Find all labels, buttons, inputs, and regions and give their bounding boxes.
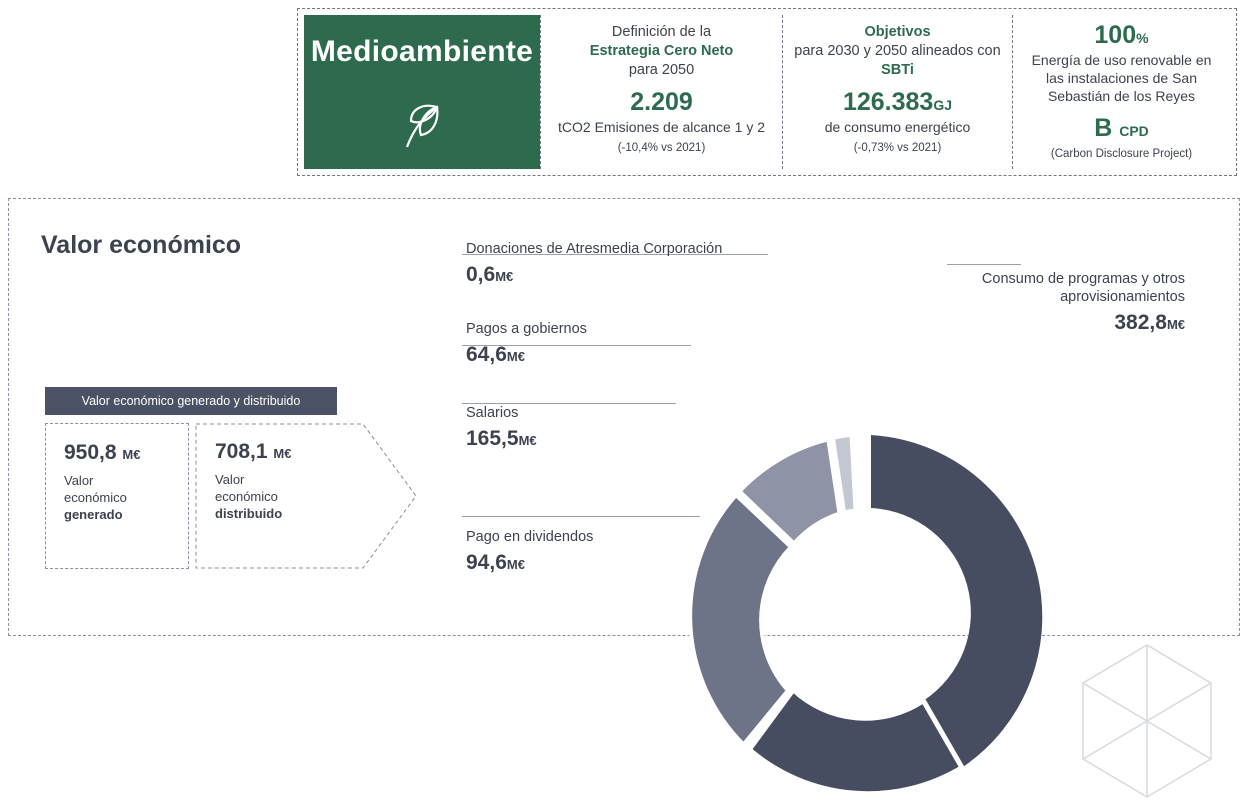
section-title: Valor económico — [41, 231, 242, 259]
chart-label-salarios — [466, 404, 681, 452]
leader-line-consumo — [947, 264, 1021, 265]
chart-label-consumo-text: Consumo de programas y otros aprovisionamientos — [981, 271, 1185, 306]
chart-value-gobiernos — [466, 342, 696, 368]
distributed-amount-unit: M€ — [273, 446, 292, 461]
renewable-number: 100 — [1094, 21, 1137, 49]
strategy-lead-line1: Definición de la — [611, 24, 712, 40]
emissions-delta: (-10,4% vs 2021) — [617, 141, 706, 154]
chart-value-dividendos-number: 94,6 — [466, 551, 507, 575]
strategy-lead-line3: para 2050 — [628, 62, 695, 79]
environment-title-card — [304, 15, 540, 169]
chart-value-donaciones-number: 0,6 — [466, 263, 496, 287]
chart-label-donaciones — [466, 240, 756, 288]
cdp-unit: CPD — [1119, 122, 1149, 139]
objectives-lead — [794, 23, 1000, 80]
emissions-caption: tCO2 Emisiones de alcance 1 y 2 — [558, 119, 765, 136]
generated-caption-line1: Valor — [64, 473, 94, 488]
generated-caption-strong: generado — [64, 506, 123, 522]
chart-label-dividendos — [466, 528, 706, 576]
environment-column-renewable — [1012, 15, 1230, 169]
environment-column-strategy — [540, 15, 782, 169]
chart-label-consumo — [960, 270, 1185, 337]
distributed-amount-value: 708,1 — [215, 440, 268, 463]
energy-unit: GJ — [933, 97, 953, 114]
distributed-amount — [215, 441, 291, 462]
cube-outline-icon — [1077, 641, 1217, 801]
chart-label-gobiernos-text: Pagos a gobiernos — [466, 321, 587, 337]
generated-amount-value: 950,8 — [64, 441, 117, 464]
leaf-icon — [387, 83, 457, 158]
chart-value-salarios — [466, 426, 681, 452]
distributed-caption-line2: económico — [215, 488, 278, 504]
emissions-value: 2.209 — [630, 88, 693, 117]
chart-label-salarios-text: Salarios — [466, 405, 519, 421]
energy-number: 126.383 — [842, 88, 934, 117]
distributed-text — [215, 441, 291, 523]
renewable-caption: Energía de uso renovable en las instalaciones de San Sebastián de los Reyes — [1031, 52, 1212, 105]
environment-panel — [297, 8, 1237, 176]
generated-amount — [64, 442, 188, 463]
chart-value-consumo — [960, 310, 1185, 336]
chart-value-dividendos — [466, 550, 706, 576]
chart-label-gobiernos — [466, 320, 696, 368]
chart-value-consumo-number: 382,8 — [1114, 311, 1167, 335]
chart-label-dividendos-text: Pago en dividendos — [466, 529, 594, 545]
chart-value-salarios-number: 165,5 — [466, 427, 519, 451]
cdp-rating — [1094, 114, 1149, 143]
economic-generated-box — [45, 423, 189, 569]
environment-column-objectives — [782, 15, 1012, 169]
economic-tag-header: Valor económico generado y distribuido — [45, 387, 337, 415]
strategy-lead-strong: Estrategia Cero Neto — [589, 43, 734, 60]
generated-amount-unit: M€ — [122, 447, 141, 462]
distributed-caption-line1: Valor — [215, 472, 245, 487]
chart-value-salarios-unit: M€ — [518, 433, 537, 449]
distributed-caption — [215, 472, 291, 523]
chart-label-donaciones-text: Donaciones de Atresmedia Corporación — [466, 241, 723, 257]
generated-caption-line2: económico — [64, 489, 127, 505]
energy-caption: de consumo energético — [824, 119, 971, 136]
cdp-caption: (Carbon Disclosure Project) — [1050, 147, 1193, 160]
renewable-unit: % — [1136, 30, 1149, 46]
strategy-lead — [590, 23, 733, 80]
chart-value-dividendos-unit: M€ — [506, 557, 525, 573]
economic-distributed-arrow — [195, 423, 417, 569]
page-title: Medioambiente — [310, 35, 534, 68]
generated-caption — [64, 473, 188, 524]
energy-delta: (-0,73% vs 2021) — [853, 141, 942, 154]
chart-value-gobiernos-number: 64,6 — [466, 343, 507, 367]
chart-value-donaciones-unit: M€ — [495, 269, 514, 285]
leader-line-dividendos — [462, 516, 700, 517]
cdp-letter: B — [1094, 113, 1113, 142]
objectives-lead-line2: para 2030 y 2050 alineados con — [794, 43, 1001, 60]
objectives-lead-strong: Objetivos — [864, 24, 931, 40]
energy-value — [843, 90, 952, 115]
objectives-lead-strong2: SBTi — [881, 62, 914, 79]
renewable-value — [1094, 23, 1148, 48]
distributed-caption-strong: distribuido — [215, 505, 283, 521]
chart-value-donaciones — [466, 262, 756, 288]
chart-value-consumo-unit: M€ — [1166, 317, 1185, 333]
economic-donut-chart — [681, 427, 1061, 807]
chart-value-gobiernos-unit: M€ — [506, 349, 525, 365]
